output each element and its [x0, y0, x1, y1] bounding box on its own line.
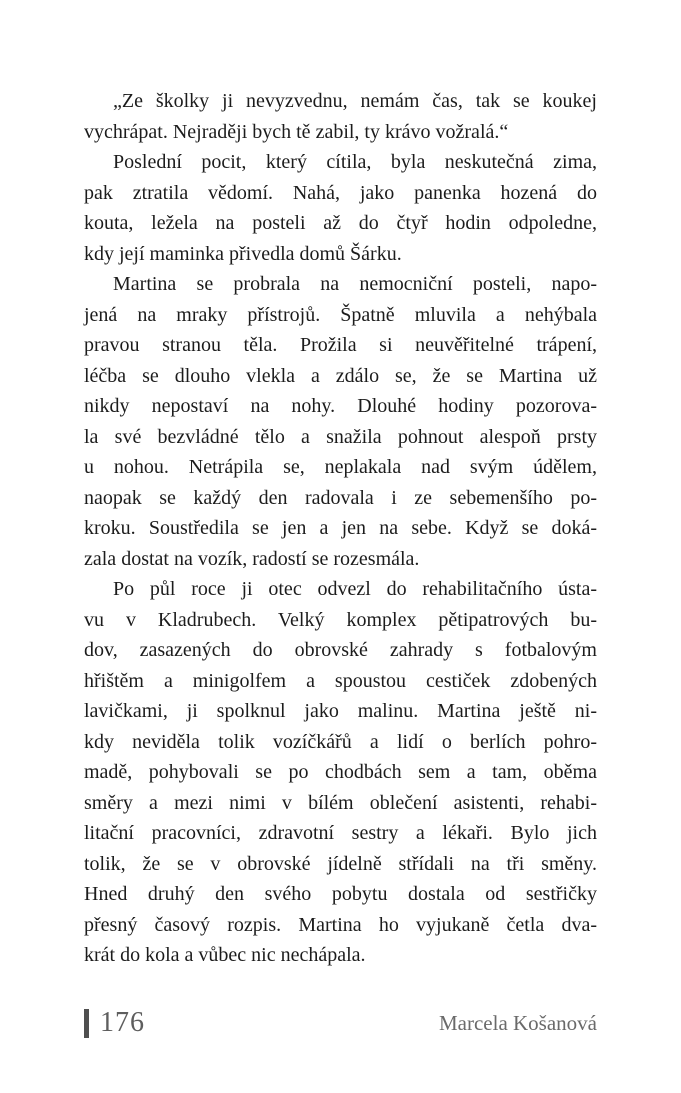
text-line: přesný časový rozpis. Martina ho vyjukaně četla dva- [84, 913, 597, 936]
paragraph [84, 86, 597, 147]
text-line: jená na mraky přístrojů. Špatně mluvila a nehýbala [84, 303, 597, 326]
text-line: směry a mezi nimi v bílém oblečení asistenti, rehabi- [84, 791, 597, 814]
text-line: la své bezvládné tělo a snažila pohnout alespoň prsty [84, 425, 597, 448]
text-line: léčba se dlouho vlekla a zdálo se, že se Martina už [84, 364, 597, 387]
page-number: 176 [100, 1007, 145, 1038]
text-line: zala dostat na vozík, radostí se rozesmála. [84, 547, 420, 570]
paragraph [84, 574, 597, 971]
folio-bar [84, 1009, 89, 1038]
text-line: madě, pohybovali se po chodbách sem a tam, oběma [84, 761, 597, 783]
text-line: „Ze školky ji nevyzvednu, nemám čas, tak se koukej [113, 90, 597, 112]
text-line: Po půl roce ji otec odvezl do rehabilitačního ústa- [113, 578, 597, 600]
folio [84, 1006, 145, 1040]
text-line: nikdy nepostaví na nohy. Dlouhé hodiny pozorova- [84, 395, 597, 417]
text-line: tolik, že se v obrovské jídelně střídali na tři směny. [84, 852, 597, 875]
text-line: u nohou. Netrápila se, neplakala nad svým údělem, [84, 456, 597, 478]
text-line: kouta, ležela na posteli až do čtyř hodin odpoledne, [84, 212, 597, 234]
text-line: dov, zasazených do obrovské zahrady s fotbalovým [84, 639, 597, 661]
text-line: pak ztratila vědomí. Nahá, jako panenka hozená do [84, 181, 597, 204]
text-line: kroku. Soustředila se jen a jen na sebe. Když se doká- [84, 517, 597, 539]
text-line: litační pracovníci, zdravotní sestry a lékaři. Bylo jich [84, 822, 597, 844]
text-line: Martina se probrala na nemocniční posteli, napo- [113, 273, 597, 295]
text-line: lavičkami, ji spolknul jako malinu. Martina ještě ni- [84, 700, 597, 722]
text-line: hřištěm a minigolfem a spoustou cestiček zdobených [84, 669, 597, 692]
text-line: kdy její maminka přivedla domů Šárku. [84, 242, 402, 265]
paragraph [84, 269, 597, 574]
author-name: Marcela Košanová [438, 1011, 597, 1035]
text-line: krát do kola a vůbec nic nechápala. [84, 944, 366, 966]
text-line: kdy neviděla tolik vozíčkářů a lidí o berlích pohro- [84, 730, 597, 753]
text-line: pravou stranou těla. Prožila si neuvěřitelné trápení, [84, 334, 597, 356]
text-line: vychrápat. Nejraději bych tě zabil, ty krávo vožralá.“ [84, 120, 509, 143]
paragraph [84, 147, 597, 269]
text-block [84, 86, 597, 971]
page-footer [84, 1006, 597, 1042]
text-line: vu v Kladrubech. Velký komplex pětipatrových bu- [84, 608, 597, 631]
text-line: Hned druhý den svého pobytu dostala od sestřičky [84, 883, 597, 905]
text-line: naopak se každý den radovala i ze sebemenšího po- [84, 486, 597, 509]
text-line: Poslední pocit, který cítila, byla neskutečná zima, [113, 151, 597, 173]
